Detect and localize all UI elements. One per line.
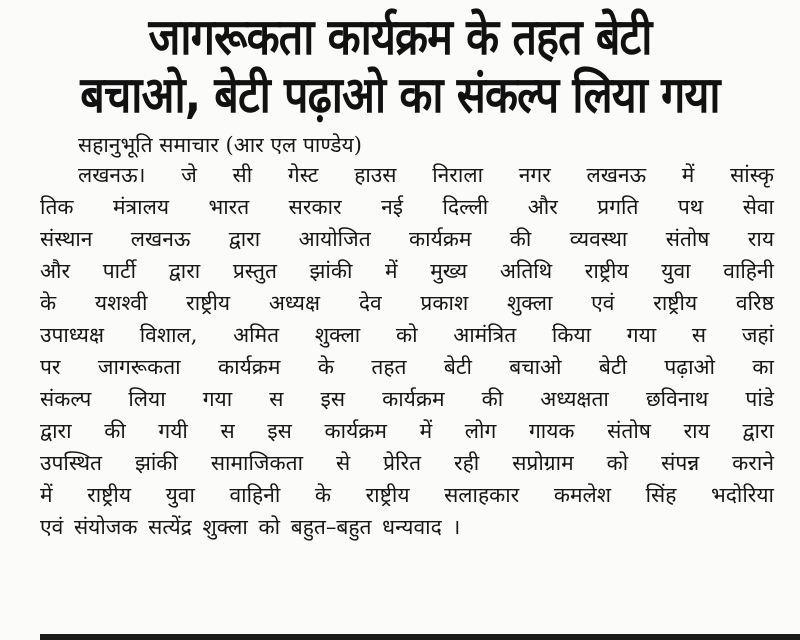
- body-line: उपाध्यक्ष विशाल, अमित शुक्ला को आमंत्रित किया गया स जहां: [40, 323, 774, 347]
- body-line: संकल्प लिया गया स इस कार्यक्रम की अध्यक्षता छविनाथ पांडे: [40, 387, 774, 411]
- body-line: उपस्थित झांकी सामाजिकता से प्रेरित रही सप्रोग्राम को संपन्न कराने: [40, 451, 774, 475]
- headline-line-2: बचाओ, बेटी पढ़ाओ का संकल्प लिया गया: [80, 66, 720, 124]
- body-line: में राष्ट्रीय युवा वाहिनी के राष्ट्रीय सलाहकार कमलेश सिंह भदोरिया: [40, 483, 774, 507]
- body-line: लखनऊ। जे सी गेस्ट हाउस निराला नगर लखनऊ में सांस्कृ: [78, 163, 774, 187]
- body-line: संस्थान लखनऊ द्वारा आयोजित कार्यक्रम की व्यवस्था संतोष राय: [40, 227, 774, 251]
- body-line: द्वारा की गयी स इस कार्यक्रम में लोग गायक संतोष राय द्वारा: [40, 419, 774, 443]
- bottom-divider: [40, 634, 800, 640]
- body-line: के यशश्वी राष्ट्रीय अध्यक्ष देव प्रकाश शुक्ला एवं राष्ट्रीय वरिष्ठ: [40, 291, 774, 315]
- body-line: और पार्टी द्वारा प्रस्तुत झांकी में मुख्य अतिथि राष्ट्रीय युवा वाहिनी: [40, 259, 774, 283]
- headline-line-1: जागरूकता कार्यक्रम के तहत बेटी: [148, 8, 652, 66]
- body-line: पर जागरूकता कार्यक्रम के तहत बेटी बचाओ बेटी पढ़ाओ का: [40, 355, 774, 379]
- byline: सहानुभूति समाचार (आर एल पाण्डेय): [78, 133, 362, 157]
- body-line: तिक मंत्रालय भारत सरकार नई दिल्ली और प्रगति पथ सेवा: [40, 195, 774, 219]
- body-line-last: एवं संयोजक सत्येंद्र शुक्ला को बहुत–बहुत धन्यवाद ।: [40, 515, 461, 539]
